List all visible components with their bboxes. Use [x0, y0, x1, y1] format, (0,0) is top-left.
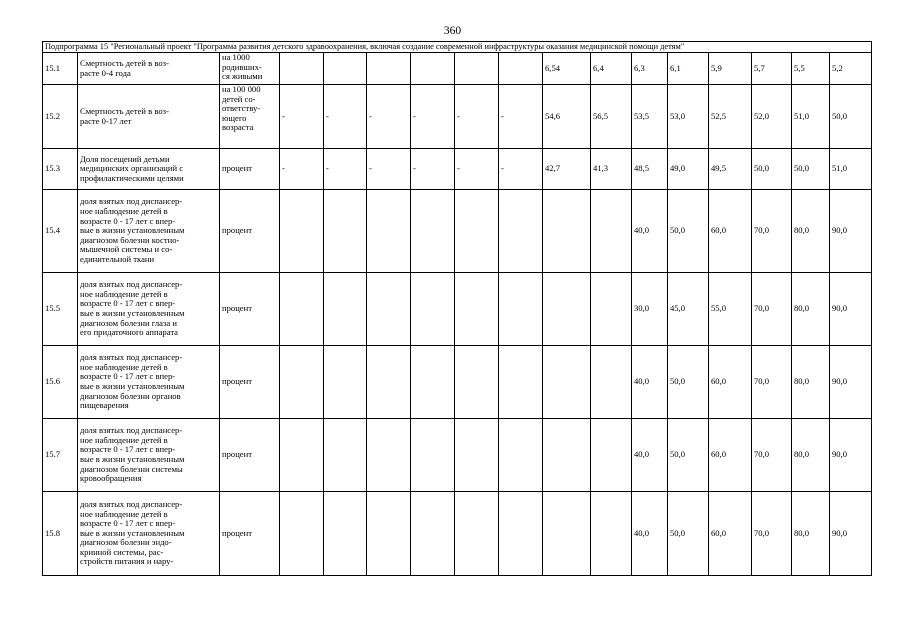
value-cell: 53,0: [668, 85, 709, 149]
value-cell: [455, 273, 499, 346]
value-cell: -: [280, 85, 324, 149]
row-number: 15.5: [43, 273, 78, 346]
indicator-name-line: возрасте 0 - 17 лет с впер-: [80, 298, 176, 309]
value-cell: [543, 346, 591, 419]
indicator-name-line: расте 0-4 года: [80, 67, 131, 78]
table-row: [43, 492, 872, 576]
unit-of-measure: [220, 419, 280, 492]
unit-line: детей со-: [222, 93, 256, 104]
indicator-name-line: диагнозом болезни эндо-: [80, 537, 172, 548]
unit-of-measure: [220, 273, 280, 346]
value-cell: [280, 346, 324, 419]
unit-line: ответству-: [222, 103, 261, 114]
subprogram-title: Подпрограмма 15 "Региональный проект "Программа развития детского здравоохранения, включая создание современной инфраструктуры оказания медицинской помощи детям": [43, 42, 872, 53]
table-row: [43, 190, 872, 273]
value-cell: 5,2: [830, 53, 872, 85]
value-cell: 70,0: [752, 346, 792, 419]
value-cell: [499, 53, 543, 85]
value-cell: 90,0: [830, 190, 872, 273]
value-cell: [324, 419, 367, 492]
indicator-name-line: вые в жизни установленным: [80, 225, 185, 236]
table-row: [43, 85, 872, 149]
value-cell: [324, 53, 367, 85]
value-cell: -: [324, 149, 367, 190]
value-cell: 40,0: [632, 419, 668, 492]
value-cell: 70,0: [752, 273, 792, 346]
value-cell: 40,0: [632, 346, 668, 419]
indicator-name-line: ное наблюдение детей в: [80, 434, 168, 445]
indicator-name-line: вые в жизни установленным: [80, 381, 185, 391]
value-cell: 6,3: [632, 53, 668, 85]
indicator-name-line: доля взятых под диспансер-: [80, 279, 183, 290]
indicator-name-line: единительной ткани: [80, 253, 155, 264]
indicator-name-line: ное наблюдение детей в: [80, 361, 168, 372]
value-cell: 48,5: [632, 149, 668, 190]
table-row: [43, 149, 872, 190]
value-cell: [367, 346, 411, 419]
value-cell: [543, 273, 591, 346]
unit-of-measure: [220, 492, 280, 576]
indicator-name-line: возрасте 0 - 17 лет с впер-: [80, 444, 176, 455]
indicator-name: [78, 53, 220, 85]
value-cell: 50,0: [792, 149, 830, 190]
value-cell: [591, 419, 632, 492]
indicator-name-line: его придаточного аппарата: [80, 327, 178, 338]
value-cell: [367, 419, 411, 492]
value-cell: 53,5: [632, 85, 668, 149]
value-cell: 80,0: [792, 273, 830, 346]
value-cell: 6,1: [668, 53, 709, 85]
value-cell: [280, 53, 324, 85]
unit-of-measure: [220, 53, 280, 85]
value-cell: 80,0: [792, 419, 830, 492]
value-cell: -: [367, 85, 411, 149]
indicator-name-line: Смертность детей в воз-: [80, 57, 169, 68]
value-cell: [591, 346, 632, 419]
indicator-name-line: кровообращения: [80, 473, 142, 484]
value-cell: [367, 53, 411, 85]
value-cell: 70,0: [752, 419, 792, 492]
value-cell: 60,0: [709, 346, 752, 419]
unit-line: на 1000: [222, 52, 250, 62]
value-cell: 55,0: [709, 273, 752, 346]
row-number: 15.8: [43, 492, 78, 576]
value-cell: [455, 53, 499, 85]
indicator-name-line: доля взятых под диспансер-: [80, 498, 183, 509]
value-cell: [367, 190, 411, 273]
value-cell: 52,5: [709, 85, 752, 149]
value-cell: [324, 492, 367, 576]
value-cell: 49,0: [668, 149, 709, 190]
table-row: [43, 419, 872, 492]
value-cell: 54,6: [543, 85, 591, 149]
value-cell: [543, 419, 591, 492]
value-cell: -: [324, 85, 367, 149]
unit-line: процент: [222, 376, 252, 387]
unit-of-measure: [220, 190, 280, 273]
value-cell: 5,5: [792, 53, 830, 85]
indicator-name: [78, 346, 220, 419]
value-cell: 70,0: [752, 492, 792, 576]
value-cell: 6,4: [591, 53, 632, 85]
value-cell: 50,0: [752, 149, 792, 190]
value-cell: [543, 492, 591, 576]
value-cell: -: [411, 149, 455, 190]
subprogram-header-row: [43, 42, 872, 53]
page-number: 360: [443, 25, 462, 37]
value-cell: 80,0: [792, 492, 830, 576]
indicator-name: [78, 190, 220, 273]
value-cell: -: [367, 149, 411, 190]
unit-of-measure: [220, 346, 280, 419]
indicator-name: [78, 273, 220, 346]
value-cell: [367, 273, 411, 346]
indicator-name-line: вые в жизни установленным: [80, 308, 185, 318]
value-cell: 40,0: [632, 492, 668, 576]
unit-line: возраста: [222, 122, 254, 133]
row-number: 15.1: [43, 53, 78, 85]
value-cell: 60,0: [709, 419, 752, 492]
indicator-name: [78, 419, 220, 492]
value-cell: [411, 53, 455, 85]
value-cell: [455, 190, 499, 273]
value-cell: 40,0: [632, 190, 668, 273]
value-cell: [280, 273, 324, 346]
row-number: 15.4: [43, 190, 78, 273]
indicator-name-line: доля взятых под диспансер-: [80, 425, 183, 436]
indicator-name-line: Доля посещений детьми: [80, 153, 170, 164]
indicator-name-line: возрасте 0 - 17 лет с впер-: [80, 518, 176, 529]
unit-line: родивших-: [222, 61, 262, 72]
value-cell: 80,0: [792, 346, 830, 419]
indicator-name-line: диагнозом болезни костно-: [80, 234, 180, 245]
value-cell: 30,0: [632, 273, 668, 346]
value-cell: [591, 190, 632, 273]
indicator-name-line: кринной системы, рас-: [80, 546, 164, 557]
value-cell: 50,0: [668, 190, 709, 273]
indicator-name: [78, 149, 220, 190]
indicator-name: [78, 492, 220, 576]
value-cell: 60,0: [709, 492, 752, 576]
indicator-name-line: профилактическими целями: [80, 172, 184, 183]
value-cell: [280, 190, 324, 273]
indicator-name-line: доля взятых под диспансер-: [80, 352, 183, 363]
value-cell: -: [499, 149, 543, 190]
indicator-name-line: ное наблюдение детей в: [80, 288, 168, 299]
unit-of-measure: [220, 85, 280, 149]
indicator-name-line: вые в жизни установленным: [80, 527, 185, 538]
value-cell: [280, 492, 324, 576]
value-cell: 50,0: [668, 419, 709, 492]
value-cell: [411, 273, 455, 346]
value-cell: [411, 492, 455, 576]
row-number: 15.7: [43, 419, 78, 492]
table-row: [43, 273, 872, 346]
value-cell: [411, 190, 455, 273]
value-cell: 6,54: [543, 53, 591, 85]
indicators-table: [42, 41, 872, 576]
value-cell: -: [411, 85, 455, 149]
value-cell: 42,7: [543, 149, 591, 190]
value-cell: 5,7: [752, 53, 792, 85]
row-number: 15.6: [43, 346, 78, 419]
value-cell: 90,0: [830, 492, 872, 576]
value-cell: 45,0: [668, 273, 709, 346]
value-cell: 51,0: [830, 149, 872, 190]
value-cell: [455, 419, 499, 492]
value-cell: [543, 190, 591, 273]
value-cell: 49,5: [709, 149, 752, 190]
indicator-name-line: вые в жизни установленным: [80, 454, 185, 464]
value-cell: [280, 419, 324, 492]
row-number: 15.3: [43, 149, 78, 190]
indicator-name-line: расте 0-17 лет: [80, 115, 132, 126]
value-cell: [324, 190, 367, 273]
value-cell: [591, 492, 632, 576]
value-cell: -: [455, 149, 499, 190]
value-cell: 60,0: [709, 190, 752, 273]
indicator-name-line: ное наблюдение детей в: [80, 508, 168, 519]
value-cell: [411, 419, 455, 492]
table-row: [43, 53, 872, 85]
value-cell: 52,0: [752, 85, 792, 149]
unit-of-measure: [220, 149, 280, 190]
value-cell: [499, 346, 543, 419]
indicator-name-line: стройств питания и нару-: [80, 556, 174, 567]
value-cell: -: [280, 149, 324, 190]
value-cell: 41,3: [591, 149, 632, 190]
indicator-name-line: диагнозом болезни глаза и: [80, 317, 177, 328]
unit-line: процент: [222, 449, 252, 460]
value-cell: 50,0: [668, 346, 709, 419]
value-cell: 50,0: [830, 85, 872, 149]
value-cell: [499, 492, 543, 576]
unit-line: ся живыми: [222, 71, 263, 82]
value-cell: [499, 273, 543, 346]
value-cell: [455, 492, 499, 576]
value-cell: 90,0: [830, 346, 872, 419]
value-cell: -: [499, 85, 543, 149]
unit-line: процент: [222, 225, 252, 236]
indicator-name-line: возрасте 0 - 17 лет с впер-: [80, 215, 176, 226]
value-cell: 80,0: [792, 190, 830, 273]
value-cell: [367, 492, 411, 576]
value-cell: [411, 346, 455, 419]
indicator-name-line: возрасте 0 - 17 лет с впер-: [80, 371, 176, 382]
unit-line: ющего: [222, 112, 247, 123]
unit-line: на 100 000: [222, 84, 261, 94]
indicator-name-line: ное наблюдение детей в: [80, 206, 168, 217]
value-cell: 51,0: [792, 85, 830, 149]
unit-line: процент: [222, 527, 252, 538]
indicator-name-line: Смертность детей в воз-: [80, 105, 169, 116]
value-cell: [499, 419, 543, 492]
indicator-name-line: диагнозом болезни системы: [80, 463, 183, 474]
value-cell: 70,0: [752, 190, 792, 273]
value-cell: [455, 346, 499, 419]
value-cell: [324, 346, 367, 419]
indicator-name-line: медицинских организаций с: [80, 163, 184, 174]
indicator-name-line: пищеварения: [80, 400, 129, 411]
indicator-name-line: диагнозом болезни органов: [80, 390, 181, 401]
unit-line: процент: [222, 303, 252, 314]
indicator-name: [78, 85, 220, 149]
table-row: [43, 346, 872, 419]
value-cell: [591, 273, 632, 346]
unit-line: процент: [222, 163, 252, 174]
value-cell: -: [455, 85, 499, 149]
value-cell: 90,0: [830, 419, 872, 492]
value-cell: 90,0: [830, 273, 872, 346]
value-cell: [499, 190, 543, 273]
value-cell: 56,5: [591, 85, 632, 149]
indicator-name-line: доля взятых под диспансер-: [80, 196, 183, 207]
row-number: 15.2: [43, 85, 78, 149]
value-cell: 5,9: [709, 53, 752, 85]
value-cell: 50,0: [668, 492, 709, 576]
indicator-name-line: мышечной системы и со-: [80, 244, 173, 255]
value-cell: [324, 273, 367, 346]
